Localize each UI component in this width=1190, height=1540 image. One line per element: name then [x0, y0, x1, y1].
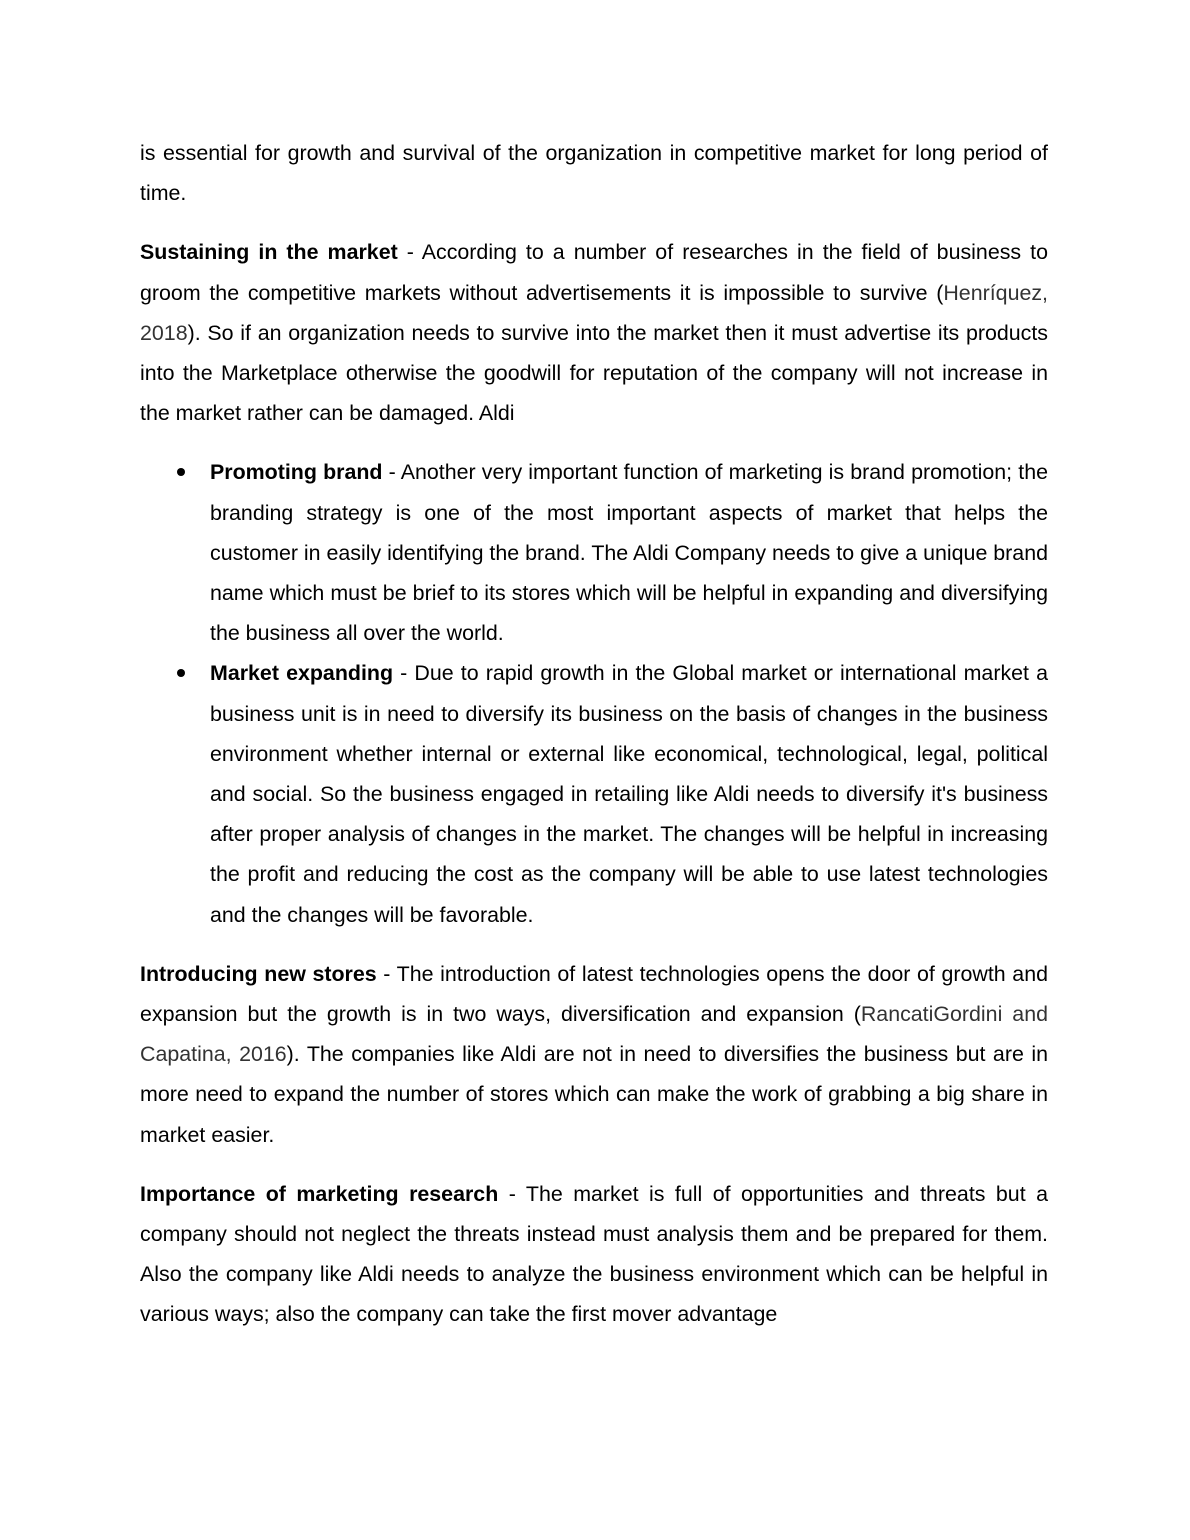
new-stores-heading: Introducing new stores	[140, 961, 377, 986]
sustaining-citation: Henríquez, 2018	[140, 280, 1048, 345]
new-stores-paragraph	[140, 954, 1048, 1155]
market-expanding-text: - Due to rapid growth in the Global market or international market a business unit is in need to diversify its business on the basis of changes in the business environment whether internal or external like economical, technological, legal, political and social. So the business engaged in retailing like Aldi needs to diversify it's business after proper analysis of changes in the market. The changes will be helpful in increasing the profit and reducing the cost as the company will be able to use latest technologies and the changes will be favorable.	[210, 661, 1048, 927]
bullet-list	[140, 452, 1048, 934]
new-stores-citation: RancatiGordini and Capatina, 2016	[140, 1002, 1048, 1067]
bullet-dot-icon	[177, 468, 185, 476]
promoting-brand-heading: Promoting brand	[210, 460, 383, 485]
document-page	[140, 133, 1048, 1354]
bullet-dot-icon	[177, 669, 185, 677]
research-heading: Importance of marketing research	[140, 1181, 499, 1206]
new-stores-text-before-citation: - The introduction of latest technologies opens the door of growth and expansion but the growth is in two ways, diversification and expansion (	[140, 961, 1048, 1027]
new-stores-text-after-citation: ). The companies like Aldi are not in need to diversifies the business but are in more need to expand the number of stores which can make the work of grabbing a big share in market easier.	[140, 1042, 1048, 1147]
intro-continuation-text: is essential for growth and survival of the organization in competitive market for long period of time.	[140, 141, 1048, 206]
research-paragraph	[140, 1174, 1048, 1335]
promoting-brand-text: - Another very important function of marketing is brand promotion; the branding strategy is one of the most important aspects of market that helps the customer in easily identifying the brand. The Aldi Company needs to give a unique brand name which must be brief to its stores which will be helpful in expanding and diversifying the business all over the world.	[210, 460, 1048, 646]
sustaining-paragraph	[140, 232, 1048, 433]
bullet-item-market-expanding	[140, 653, 1048, 934]
bullet-item-promoting-brand	[140, 452, 1048, 653]
research-text: - The market is full of opportunities and threats but a company should not neglect the threats instead must analysis them and be prepared for them. Also the company like Aldi needs to analyze the business environment which can be helpful in various ways; also the company can take the first mover advantage	[140, 1181, 1048, 1327]
intro-continuation-paragraph	[140, 133, 1048, 213]
sustaining-heading: Sustaining in the market	[140, 240, 398, 265]
sustaining-text-after-citation: ). So if an organization needs to survive into the market then it must advertise its products into the Marketplace otherwise the goodwill for reputation of the company will not increase in the market rather can be damaged. Aldi	[140, 320, 1048, 426]
sustaining-text-before-citation: - According to a number of researches in the field of business to groom the competitive markets without advertisements it is impossible to survive (	[140, 240, 1048, 305]
market-expanding-heading: Market expanding	[210, 661, 394, 686]
